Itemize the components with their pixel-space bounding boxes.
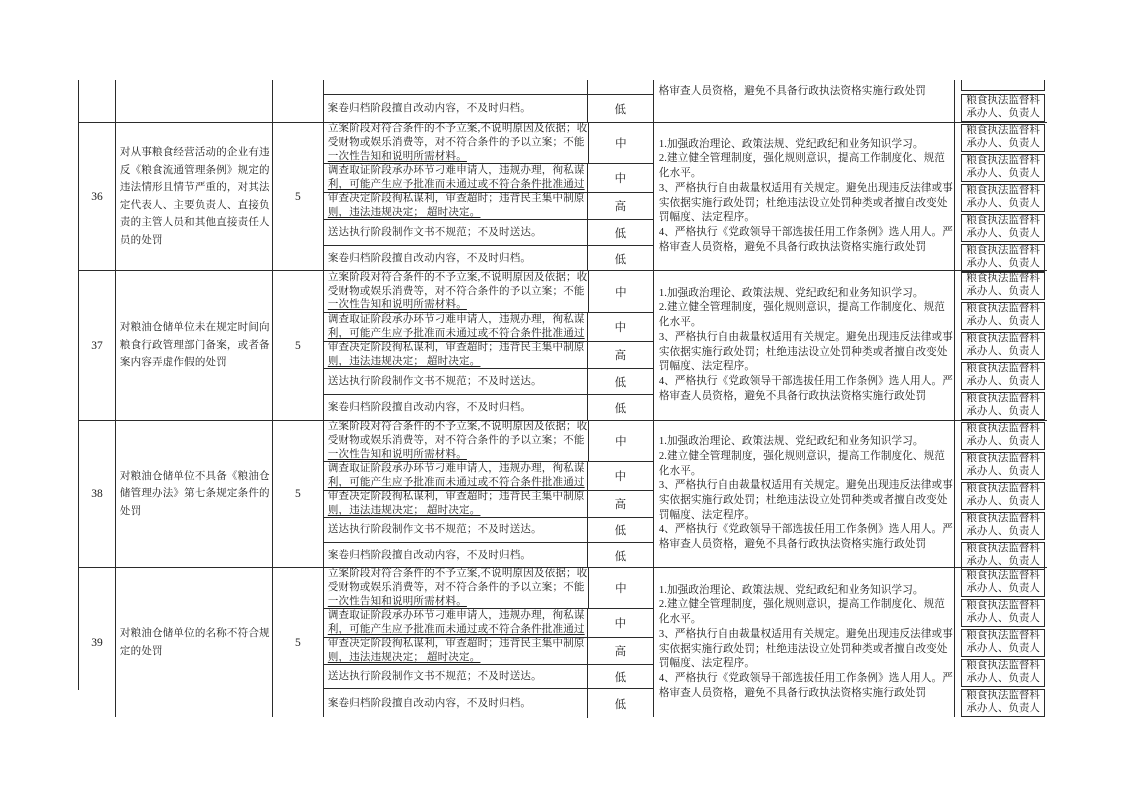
stage-text-line: 审查决定阶段徇私谋利，审查超时；违背民主集中制原: [327, 193, 585, 205]
stage-cell: [324, 518, 588, 542]
description-cell: [116, 568, 273, 717]
description-cell: [116, 271, 273, 420]
measures-line: 格审查人员资格，避免不具备行政执法资格实施行政处罚: [658, 539, 927, 551]
stage-cell: [324, 80, 588, 94]
risk-level-cell: 中: [615, 286, 627, 299]
measures-cell: [654, 123, 955, 270]
department-cell: [961, 244, 1045, 272]
description-line: 对粮油仓储单位的名称不符合规: [119, 628, 270, 639]
stage-text-line: 调查取证阶段承办环节刁难申请人，违规办理，徇私谋: [327, 314, 585, 326]
stage-risk-group: [324, 271, 654, 420]
department-column: [955, 568, 1047, 717]
stage-subrow: [324, 341, 653, 368]
department-cell: [961, 482, 1045, 510]
risk-level-cell: 低: [614, 671, 627, 684]
risk-level-cell: 中: [614, 618, 627, 630]
risk-level-cell: 低: [614, 227, 627, 240]
department-role: 承办人、负责人: [966, 436, 1040, 447]
stage-subrow: [324, 123, 653, 163]
stage-subrow: [324, 421, 653, 461]
penalty-count-cell: 5: [273, 271, 324, 420]
stage-risk-group: [324, 123, 654, 270]
description-text: [120, 468, 270, 521]
department-role: 承办人、负责人: [966, 406, 1040, 417]
table-row-36: [79, 122, 1047, 270]
department-role: 承办人、负责人: [966, 466, 1040, 477]
stage-subrow: [324, 245, 653, 271]
description-line: 对粮油仓储单位不具备《粮油仓: [119, 470, 270, 482]
stage-subrow: [324, 461, 653, 490]
row-number-cell: 38: [79, 421, 116, 567]
description-cell: [116, 80, 273, 122]
department-role: 承办人、负责人: [966, 376, 1040, 387]
stage-cell: [324, 395, 588, 421]
risk-level-cell: 低: [614, 550, 627, 563]
stage-subrow: [324, 542, 653, 568]
department-role: 承办人、负责人: [966, 198, 1040, 209]
table-row-continuation: [79, 80, 1047, 122]
department-name: 粮食执法监督科: [966, 245, 1040, 257]
department-role: 承办人、负责人: [966, 496, 1040, 507]
measures-cell: [654, 421, 955, 567]
department-cell: [961, 569, 1045, 597]
penalty-risk-table: [78, 80, 1047, 714]
stage-cell: [324, 665, 588, 688]
risk-level-cell: 低: [614, 403, 627, 415]
penalty-count-cell: [273, 80, 324, 122]
risk-level-cell: 中: [614, 471, 627, 483]
measures-line: 4、严格执行《党政领导干部选拔任用工作条例》选人用人。严: [658, 226, 953, 238]
row-number-cell: 36: [79, 123, 116, 270]
stage-text-line: 利，可能产生应予批准而未通过或不符合条件批准通过: [327, 328, 585, 339]
stage-cell: [324, 95, 588, 122]
risk-level-cell: 低: [614, 698, 627, 711]
department-cell: [961, 362, 1045, 390]
stage-subrow: [324, 608, 653, 637]
stage-cell: [324, 193, 588, 219]
stage-subrow: [324, 219, 653, 245]
department-cell: [961, 659, 1045, 687]
stage-text-line: 案卷归档阶段擅自改动内容，不及时归档。: [327, 697, 532, 709]
stage-subrow: [324, 568, 653, 608]
department-column: [955, 421, 1047, 567]
measures-line: 实依据实施行政处罚；杜绝违法设立处罚种类或者擅自改变处: [658, 346, 948, 358]
department-role: 承办人、负责人: [966, 168, 1040, 179]
stage-cell: [324, 123, 589, 163]
description-line: 定的处罚: [119, 645, 163, 657]
department-cell: [961, 629, 1045, 657]
department-cell: [961, 94, 1045, 122]
table-row-37: [79, 270, 1047, 420]
stage-text-line: 受财物或娱乐消费等，对不符合条件的予以立案；不能: [327, 285, 585, 297]
description-line: 违法情形且情节严重的，对其法: [119, 182, 270, 193]
department-name: 粮食执法监督科: [966, 333, 1040, 345]
stage-text-line: 一次性告知和说明所需材料。: [327, 595, 467, 607]
department-name: 粮食执法监督科: [966, 483, 1040, 495]
department-name: 粮食执法监督科: [966, 155, 1040, 167]
department-role: 承办人、负责人: [966, 138, 1040, 149]
stage-text-line: 则，违法违规决定； 超时决定。: [327, 652, 481, 663]
stage-text-line: 调查取证阶段承办环节刁难申请人，违规办理，徇私谋: [327, 463, 585, 475]
measures-line: 格审查人员资格，避免不具备行政执法资格实施行政处罚: [658, 687, 927, 699]
stage-text-line: 送达执行阶段制作文书不规范；不及时送达。: [327, 524, 542, 536]
stage-cell: [324, 491, 588, 517]
measures-line: 3、严格执行自由裁量权适用有关规定。避免出现违反法律或事: [658, 331, 953, 343]
department-name: 粮食执法监督科: [966, 690, 1040, 702]
measures-line: 4、严格执行《党政领导干部选拔任用工作条例》选人用人。严: [658, 672, 953, 684]
department-role: 承办人、负责人: [966, 286, 1040, 297]
description-line: 案内容弄虚作假的处罚: [119, 357, 227, 369]
stage-text-line: 利，可能产生应予批准而未通过或不符合条件批准通过: [327, 179, 585, 190]
measures-line: 实依据实施行政处罚；杜绝违法设立处罚种类或者擅自改变处: [658, 643, 948, 655]
stage-text-line: 审查决定阶段徇私谋利，审查超时；违背民主集中制原: [327, 342, 585, 354]
measures-line: 4、严格执行《党政领导干部选拔任用工作条例》选人用人。严: [658, 375, 953, 387]
stage-text-line: 送达执行阶段制作文书不规范；不及时送达。: [327, 375, 542, 387]
department-name: 粮食执法监督科: [966, 570, 1040, 582]
stage-text-line: 一次性告知和说明所需材料。: [327, 299, 467, 311]
stage-cell: [324, 220, 588, 245]
department-cell: [961, 542, 1045, 570]
measures-cell: [654, 80, 956, 122]
department-role: 承办人、负责人: [966, 673, 1040, 684]
stage-text-line: 立案阶段对符合条件的不予立案,不说明原因及依据；收: [327, 123, 588, 135]
department-name: 粮食执法监督科: [966, 630, 1040, 642]
department-role: 承办人、负责人: [966, 228, 1040, 239]
table-row-38: [79, 420, 1047, 567]
department-role: 承办人、负责人: [966, 613, 1040, 624]
stage-cell: [324, 246, 588, 271]
stage-cell: [324, 313, 588, 341]
department-role: 承办人、负责人: [966, 316, 1040, 327]
stage-text-line: 利，可能产生应予批准而未通过或不符合条件批准通过: [327, 477, 585, 488]
measures-line: 3、严格执行自由裁量权适用有关规定。避免出现违反法律或事: [658, 182, 953, 194]
risk-level-cell: 中: [615, 138, 627, 150]
department-name: 粮食执法监督科: [966, 273, 1040, 285]
stage-risk-group: [324, 80, 654, 122]
risk-level-cell: 中: [615, 436, 627, 448]
risk-level-cell: 低: [614, 253, 627, 266]
measures-cell: [654, 271, 955, 420]
department-role: 承办人、负责人: [966, 556, 1040, 567]
stage-text-line: 立案阶段对符合条件的不予立案,不说明原因及依据；收: [327, 421, 588, 433]
risk-level-cell: 高: [614, 350, 627, 362]
stage-risk-group: [324, 421, 654, 567]
stage-subrow: [324, 80, 653, 94]
stage-cell: [324, 543, 588, 568]
measures-line: 化水平。: [658, 465, 702, 477]
stage-text-line: 调查取证阶段承办环节刁难申请人，违规办理，徇私谋: [327, 610, 585, 622]
department-name: 粮食执法监督科: [966, 393, 1040, 405]
department-role: 承办人、负责人: [966, 108, 1040, 119]
stage-text-line: 则，违法违规决定； 超时决定。: [327, 505, 481, 516]
stage-cell: [324, 369, 588, 394]
description-text: [120, 319, 270, 372]
department-column: [955, 80, 1047, 122]
measures-line: 1.加强政治理论、政策法规、党纪政纪和业务知识学习。: [658, 584, 924, 596]
measures-line: 化水平。: [658, 317, 702, 329]
stage-text-line: 送达执行阶段制作文书不规范；不及时送达。: [327, 670, 542, 682]
department-name: 粮食执法监督科: [966, 660, 1040, 672]
measures-cell: [654, 568, 955, 717]
stage-subrow: [324, 192, 653, 219]
stage-text-line: 一次性告知和说明所需材料。: [327, 448, 467, 460]
stage-text-line: 立案阶段对符合条件的不予立案,不说明原因及依据；收: [327, 271, 588, 283]
measures-line: 4、严格执行《党政领导干部选拔任用工作条例》选人用人。严: [658, 524, 953, 536]
risk-level-cell: 低: [614, 525, 627, 537]
stage-cell: [324, 638, 588, 664]
description-cell: [116, 421, 273, 567]
stage-text-line: 案卷归档阶段擅自改动内容，不及时归档。: [327, 252, 532, 264]
description-line: 责的主管人员和其他直接责任人: [119, 217, 270, 228]
measures-line: 化水平。: [658, 168, 702, 180]
department-name: 粮食执法监督科: [966, 453, 1040, 465]
description-line: 处罚: [119, 505, 142, 517]
department-cell-cutoff: [961, 80, 1045, 91]
department-role: 承办人、负责人: [966, 526, 1040, 537]
department-name: 粮食执法监督科: [966, 363, 1040, 375]
measures-line: 2.建立健全管理制度，强化规则意识，提高工作制度化、规范: [658, 302, 945, 314]
stage-text-line: 利，可能产生应予批准而未通过或不符合条件批准通过: [327, 624, 585, 635]
stage-text-line: 审查决定阶段徇私谋利，审查超时；违背民主集中制原: [327, 491, 585, 503]
stage-cell: [324, 271, 589, 312]
stage-cell: [324, 568, 589, 608]
department-column: [955, 271, 1047, 420]
department-role: 承办人、负责人: [966, 258, 1040, 269]
department-cell: [961, 332, 1045, 360]
measures-line: 1.加强政治理论、政策法规、党纪政纪和业务知识学习。: [658, 287, 924, 299]
penalty-count-cell: 5: [273, 568, 324, 717]
stage-subrow: [324, 490, 653, 517]
measures-line: 1.加强政治理论、政策法规、党纪政纪和业务知识学习。: [658, 436, 924, 448]
row-number-cell: 39: [79, 568, 116, 717]
measures-line: 罚幅度、法定程序。: [658, 509, 756, 521]
stage-text-line: 受财物或娱乐消费等，对不符合条件的予以立案；不能: [327, 137, 585, 149]
stage-text-line: 案卷归档阶段擅自改动内容，不及时归档。: [327, 549, 532, 561]
description-text: [120, 625, 270, 660]
risk-level-cell: [588, 80, 653, 94]
department-role: 承办人、负责人: [966, 643, 1040, 654]
description-line: 对从事粮食经营活动的企业有违: [119, 147, 270, 158]
stage-subrow: [324, 312, 653, 341]
measures-line: 2.建立健全管理制度，强化规则意识，提高工作制度化、规范: [658, 153, 945, 165]
stage-cell: [324, 164, 588, 192]
stage-text-line: 受财物或娱乐消费等，对不符合条件的予以立案；不能: [327, 582, 585, 594]
stage-cell: [324, 421, 589, 461]
stage-subrow: [324, 368, 653, 394]
stage-text-line: 送达执行阶段制作文书不规范；不及时送达。: [327, 226, 542, 238]
department-cell: [961, 154, 1045, 182]
stage-text-line: 调查取证阶段承办环节刁难申请人，违规办理，徇私谋: [327, 165, 585, 177]
stage-text-line: 一次性告知和说明所需材料。: [327, 150, 467, 162]
department-cell: [961, 392, 1045, 420]
measures-line: 格审查人员资格，避免不具备行政执法资格实施行政处罚: [658, 241, 927, 253]
description-line: 对粮油仓储单位未在规定时间向: [119, 322, 270, 334]
description-line: 定代表人、主要负责人、直接负: [119, 199, 270, 211]
stage-text-line: 则，违法违规决定； 超时决定。: [327, 356, 481, 367]
stage-cell: [324, 609, 588, 637]
stage-text: 案卷归档阶段擅自改动内容，不及时归档。: [327, 102, 531, 114]
department-name: 粮食执法监督科: [966, 423, 1040, 435]
table-row-39: [79, 567, 1047, 717]
department-cell: [961, 124, 1045, 152]
stage-cell: [324, 342, 588, 368]
department-name: 粮食执法监督科: [966, 185, 1040, 197]
department-name: 粮食执法监督科: [966, 513, 1040, 525]
stage-text-line: 则，违法违规决定； 超时决定。: [327, 207, 481, 218]
stage-subrow: [324, 637, 653, 664]
stage-subrow: [324, 664, 653, 688]
department-name: 粮食执法监督科: [966, 215, 1040, 227]
description-line: 员的处罚: [119, 234, 163, 246]
risk-level-cell: 低: [614, 103, 626, 116]
stage-text-line: 审查决定阶段徇私谋利，审查超时；违背民主集中制原: [327, 638, 585, 650]
stage-subrow: [324, 394, 653, 421]
measures-line: 罚幅度、法定程序。: [658, 361, 756, 373]
department-name: 粮食执法监督科: [966, 600, 1040, 612]
measures-line: 实依据实施行政处罚；杜绝违法设立处罚种类或者擅自改变处: [658, 495, 948, 506]
department-cell: [961, 599, 1045, 627]
department-role: 承办人、负责人: [966, 583, 1040, 594]
department-name: 粮食执法监督科: [966, 125, 1040, 137]
stage-subrow: [324, 271, 653, 312]
department-name: 粮食执法监督科: [966, 303, 1040, 315]
risk-level-cell: 中: [614, 173, 627, 185]
department-name: 粮食执法监督科: [966, 95, 1040, 107]
measures-line: 罚幅度、法定程序。: [658, 658, 756, 670]
measures-line: 3、严格执行自由裁量权适用有关规定。避免出现违反法律或事: [658, 628, 953, 640]
department-cell: [961, 272, 1045, 300]
department-cell: [961, 184, 1045, 212]
row-number-cell: 37: [79, 271, 116, 420]
description-line: 反《粮食流通管理条例》规定的: [119, 164, 270, 176]
description-text: [120, 144, 270, 249]
measures-line: 1.加强政治理论、政策法规、党纪政纪和业务知识学习。: [658, 138, 924, 150]
penalty-count-cell: 5: [273, 123, 324, 270]
department-cell: [961, 422, 1045, 450]
department-cell: [961, 302, 1045, 330]
stage-subrow: [324, 688, 653, 718]
description-line: 储管理办法》第七条规定条件的: [119, 488, 270, 500]
stage-subrow: [324, 94, 653, 122]
stage-text-line: 案卷归档阶段擅自改动内容，不及时归档。: [327, 402, 532, 414]
risk-level-cell: 高: [614, 646, 627, 658]
stage-text-line: 立案阶段对符合条件的不予立案,不说明原因及依据；收: [327, 568, 588, 580]
description-line: 粮食行政管理部门备案，或者备: [119, 339, 270, 351]
department-cell: [961, 452, 1045, 480]
stage-cell: [324, 462, 588, 490]
measures-line: 2.建立健全管理制度，强化规则意识，提高工作制度化、规范: [658, 599, 945, 611]
row-number-cell: [79, 80, 116, 122]
stage-subrow: [324, 163, 653, 192]
stage-cell: [324, 689, 588, 718]
measures-line: 罚幅度、法定程序。: [658, 212, 756, 224]
department-role: 承办人、负责人: [966, 703, 1040, 714]
description-cell: [116, 123, 273, 270]
measures-line: 实依据实施行政处罚；杜绝违法设立处罚种类或者擅自改变处: [658, 197, 948, 209]
department-cell: [961, 512, 1045, 540]
penalty-count-cell: 5: [273, 421, 324, 567]
stage-subrow: [324, 517, 653, 542]
measures-line: 化水平。: [658, 614, 702, 626]
measures-line: 格审查人员资格，避免不具备行政执法资格实施行政处罚: [658, 390, 927, 402]
stage-text-line: 受财物或娱乐消费等，对不符合条件的予以立案；不能: [327, 435, 585, 447]
risk-level-cell: 低: [614, 376, 627, 389]
risk-level-cell: 中: [615, 583, 627, 595]
measures-line: 3、严格执行自由裁量权适用有关规定。避免出现违反法律或事: [658, 480, 953, 492]
risk-level-cell: 中: [614, 322, 627, 334]
department-cell: [961, 214, 1045, 242]
risk-level-cell: 高: [614, 201, 627, 213]
department-column: [955, 123, 1047, 270]
department-role: 承办人、负责人: [966, 346, 1040, 357]
stage-risk-group: [324, 568, 654, 717]
department-name: 粮食执法监督科: [966, 543, 1040, 555]
measures-tail-text: 格审查人员资格，避免不具备行政执法资格实施行政处罚: [658, 86, 926, 97]
department-cell: [961, 689, 1045, 717]
measures-line: 2.建立健全管理制度，强化规则意识，提高工作制度化、规范: [658, 450, 945, 462]
risk-level-cell: 高: [614, 499, 627, 511]
